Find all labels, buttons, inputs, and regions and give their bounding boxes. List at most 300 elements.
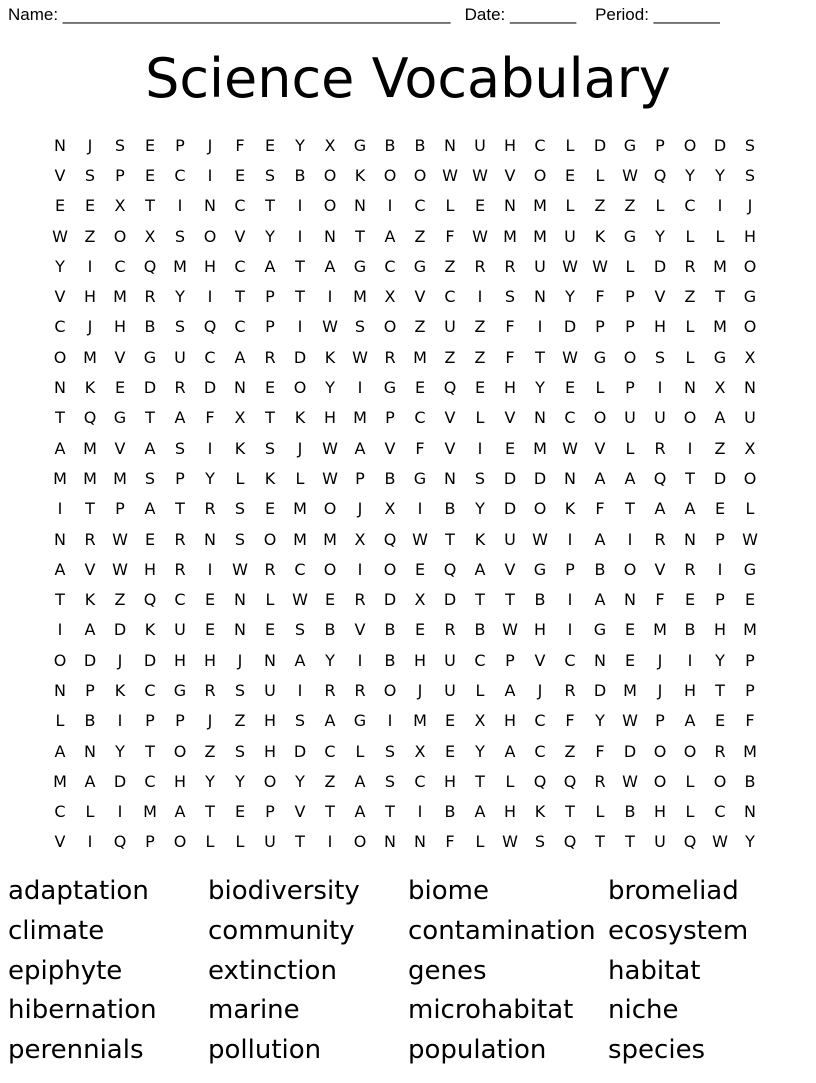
- grid-letter: G: [353, 256, 367, 276]
- grid-letter: M: [713, 317, 727, 337]
- grid-letter: F: [745, 711, 755, 731]
- word-bank-item: biodiversity: [208, 876, 360, 906]
- grid-row: [45, 797, 773, 827]
- grid-letter: H: [203, 650, 217, 670]
- grid-letter: T: [55, 590, 65, 610]
- grid-letter: A: [474, 559, 486, 579]
- grid-letter: Y: [325, 650, 335, 670]
- word-bank-item: hibernation: [8, 995, 157, 1026]
- grid-letter: Y: [115, 741, 125, 761]
- grid-letter: H: [533, 620, 547, 640]
- grid-letter: E: [264, 378, 276, 398]
- grid-letter: P: [715, 529, 725, 549]
- grid-letter: F: [565, 711, 575, 731]
- grid-letter: N: [204, 529, 216, 549]
- grid-letter: A: [384, 226, 396, 246]
- grid-letter: M: [53, 468, 67, 488]
- grid-letter: N: [534, 408, 546, 428]
- grid-letter: Y: [475, 741, 485, 761]
- grid-letter: D: [503, 499, 517, 519]
- grid-letter: D: [623, 741, 637, 761]
- grid-letter: C: [234, 196, 246, 216]
- grid-letter: V: [504, 408, 516, 428]
- grid-letter: G: [413, 256, 427, 276]
- grid-letter: J: [237, 650, 243, 670]
- grid-letter: P: [175, 711, 185, 731]
- grid-letter: I: [207, 165, 213, 185]
- grid-letter: Z: [474, 317, 486, 337]
- grid-letter: E: [144, 165, 156, 185]
- grid-letter: B: [474, 620, 486, 640]
- grid-letter: E: [84, 196, 96, 216]
- grid-letter: B: [384, 620, 396, 640]
- grid-letter: Y: [715, 165, 725, 185]
- grid-letter: P: [595, 317, 605, 337]
- grid-letter: C: [474, 650, 486, 670]
- grid-letter: C: [324, 741, 336, 761]
- grid-letter: U: [174, 620, 186, 640]
- grid-letter: S: [384, 771, 396, 791]
- grid-letter: S: [744, 135, 756, 155]
- grid-letter: T: [295, 256, 305, 276]
- grid-letter: E: [444, 741, 456, 761]
- grid-letter: K: [564, 499, 576, 519]
- word-bank-item: marine: [208, 995, 300, 1026]
- grid-letter: Z: [234, 711, 246, 731]
- grid-letter: N: [384, 832, 396, 852]
- grid-letter: N: [744, 802, 756, 822]
- grid-letter: F: [595, 499, 605, 519]
- grid-letter: T: [145, 741, 155, 761]
- grid-letter: R: [174, 378, 186, 398]
- grid-letter: W: [472, 226, 488, 246]
- grid-letter: A: [714, 408, 726, 428]
- grid-letter: D: [563, 317, 577, 337]
- grid-letter: H: [323, 408, 337, 428]
- grid-letter: X: [714, 378, 726, 398]
- grid-letter: N: [744, 378, 756, 398]
- grid-letter: K: [324, 347, 336, 367]
- grid-letter: U: [264, 832, 276, 852]
- grid-letter: S: [294, 620, 306, 640]
- grid-letter: E: [144, 529, 156, 549]
- grid-letter: E: [414, 378, 426, 398]
- grid-letter: D: [383, 590, 397, 610]
- grid-letter: M: [83, 468, 97, 488]
- grid-letter: D: [113, 771, 127, 791]
- grid-letter: W: [712, 832, 728, 852]
- grid-letter: A: [324, 256, 336, 276]
- grid-letter: X: [744, 438, 756, 458]
- grid-letter: Y: [235, 771, 245, 791]
- grid-letter: B: [684, 620, 696, 640]
- grid-letter: M: [533, 438, 547, 458]
- grid-letter: T: [85, 499, 95, 519]
- grid-letter: C: [534, 741, 546, 761]
- grid-letter: I: [567, 620, 573, 640]
- grid-letter: Q: [383, 529, 397, 549]
- grid-letter: U: [444, 317, 456, 337]
- page-title: Science Vocabulary: [145, 47, 671, 110]
- grid-letter: V: [384, 438, 396, 458]
- grid-letter: L: [295, 468, 305, 488]
- grid-letter: F: [415, 438, 425, 458]
- grid-letter: G: [713, 347, 727, 367]
- grid-letter: T: [355, 226, 365, 246]
- grid-letter: R: [444, 620, 456, 640]
- grid-letter: O: [53, 650, 67, 670]
- grid-letter: D: [143, 378, 157, 398]
- grid-letter: C: [144, 771, 156, 791]
- grid-letter: B: [84, 711, 96, 731]
- grid-letter: U: [654, 408, 666, 428]
- grid-letter: P: [565, 559, 575, 579]
- grid-letter: S: [354, 317, 366, 337]
- grid-row: [45, 433, 773, 463]
- grid-row: [45, 554, 773, 584]
- grid-letter: R: [354, 680, 366, 700]
- grid-letter: E: [144, 135, 156, 155]
- grid-letter: O: [383, 680, 397, 700]
- grid-letter: I: [207, 559, 213, 579]
- grid-letter: J: [117, 650, 123, 670]
- grid-letter: H: [203, 256, 217, 276]
- grid-letter: C: [294, 559, 306, 579]
- grid-letter: I: [387, 711, 393, 731]
- grid-letter: E: [264, 499, 276, 519]
- grid-letter: T: [385, 802, 395, 822]
- grid-letter: I: [567, 590, 573, 610]
- grid-letter: M: [143, 802, 157, 822]
- grid-letter: P: [385, 408, 395, 428]
- grid-letter: T: [595, 832, 605, 852]
- grid-letter: N: [444, 135, 456, 155]
- grid-letter: L: [625, 438, 635, 458]
- grid-letter: O: [683, 741, 697, 761]
- grid-letter: N: [444, 468, 456, 488]
- grid-letter: U: [264, 680, 276, 700]
- grid-letter: Z: [324, 771, 336, 791]
- grid-letter: J: [537, 680, 543, 700]
- grid-letter: W: [742, 529, 758, 549]
- grid-letter: Z: [444, 256, 456, 276]
- word-bank-item: extinction: [208, 955, 337, 986]
- grid-letter: R: [354, 590, 366, 610]
- grid-letter: I: [297, 680, 303, 700]
- grid-letter: O: [173, 741, 187, 761]
- grid-letter: O: [743, 468, 757, 488]
- grid-letter: O: [173, 832, 187, 852]
- grid-letter: W: [562, 256, 578, 276]
- grid-letter: M: [293, 499, 307, 519]
- grid-letter: N: [534, 287, 546, 307]
- grid-letter: P: [265, 802, 275, 822]
- grid-letter: I: [687, 650, 693, 670]
- grid-letter: P: [745, 680, 755, 700]
- grid-letter: I: [417, 499, 423, 519]
- word-bank-item: niche: [608, 995, 679, 1026]
- grid-letter: I: [177, 196, 183, 216]
- grid-letter: Q: [563, 832, 577, 852]
- grid-letter: U: [504, 529, 516, 549]
- grid-letter: T: [175, 499, 185, 519]
- grid-letter: S: [144, 468, 156, 488]
- grid-letter: Q: [443, 559, 457, 579]
- grid-letter: L: [565, 196, 575, 216]
- grid-letter: Z: [204, 741, 216, 761]
- grid-letter: Q: [533, 771, 547, 791]
- grid-letter: C: [234, 256, 246, 276]
- grid-letter: G: [593, 347, 607, 367]
- grid-row: [45, 403, 773, 433]
- grid-letter: Y: [475, 499, 485, 519]
- grid-letter: U: [624, 408, 636, 428]
- grid-letter: U: [474, 135, 486, 155]
- grid-letter: E: [264, 620, 276, 640]
- grid-letter: Z: [474, 347, 486, 367]
- grid-letter: S: [294, 711, 306, 731]
- grid-letter: Q: [653, 468, 667, 488]
- grid-row: [45, 766, 773, 796]
- grid-letter: Z: [564, 741, 576, 761]
- grid-letter: W: [52, 226, 68, 246]
- grid-letter: G: [743, 559, 757, 579]
- grid-letter: P: [175, 468, 185, 488]
- grid-letter: X: [354, 529, 366, 549]
- grid-letter: A: [654, 499, 666, 519]
- grid-letter: F: [235, 135, 245, 155]
- grid-row: [45, 281, 773, 311]
- grid-letter: R: [684, 559, 696, 579]
- grid-letter: N: [324, 226, 336, 246]
- grid-letter: X: [114, 196, 126, 216]
- grid-letter: E: [324, 590, 336, 610]
- grid-letter: C: [144, 680, 156, 700]
- grid-letter: K: [84, 378, 96, 398]
- grid-letter: E: [54, 196, 66, 216]
- grid-letter: E: [204, 590, 216, 610]
- grid-letter: M: [743, 741, 757, 761]
- grid-letter: H: [743, 226, 757, 246]
- grid-letter: A: [84, 620, 96, 640]
- grid-letter: D: [113, 620, 127, 640]
- grid-letter: Q: [683, 832, 697, 852]
- word-bank-item: contamination: [408, 915, 596, 946]
- grid-letter: E: [744, 590, 756, 610]
- grid-letter: J: [357, 499, 363, 519]
- grid-letter: E: [714, 499, 726, 519]
- grid-letter: P: [655, 135, 665, 155]
- grid-letter: S: [174, 317, 186, 337]
- grid-letter: X: [144, 226, 156, 246]
- grid-letter: R: [264, 347, 276, 367]
- grid-letter: M: [413, 347, 427, 367]
- grid-letter: F: [505, 347, 515, 367]
- grid-letter: A: [594, 529, 606, 549]
- grid-letter: E: [624, 650, 636, 670]
- grid-letter: Y: [175, 287, 185, 307]
- grid-letter: T: [625, 832, 635, 852]
- grid-letter: B: [444, 802, 456, 822]
- grid-letter: S: [264, 165, 276, 185]
- grid-letter: X: [234, 408, 246, 428]
- grid-letter: O: [383, 317, 397, 337]
- grid-letter: O: [263, 771, 277, 791]
- grid-letter: V: [234, 226, 246, 246]
- grid-letter: A: [354, 802, 366, 822]
- grid-letter: U: [444, 650, 456, 670]
- word-bank-item: climate: [8, 915, 105, 946]
- word-bank-item: bromeliad: [608, 876, 739, 906]
- grid-letter: I: [87, 256, 93, 276]
- grid-letter: D: [593, 680, 607, 700]
- grid-letter: A: [354, 771, 366, 791]
- grid-letter: M: [413, 711, 427, 731]
- grid-letter: O: [323, 559, 337, 579]
- grid-letter: W: [352, 347, 368, 367]
- grid-letter: R: [264, 559, 276, 579]
- grid-letter: D: [143, 650, 157, 670]
- grid-letter: L: [685, 226, 695, 246]
- grid-letter: Q: [113, 832, 127, 852]
- grid-letter: I: [207, 287, 213, 307]
- grid-letter: V: [354, 620, 366, 640]
- grid-letter: C: [384, 256, 396, 276]
- grid-letter: I: [57, 620, 63, 640]
- grid-letter: O: [593, 408, 607, 428]
- grid-letter: C: [204, 347, 216, 367]
- grid-letter: H: [653, 317, 667, 337]
- word-bank-item: perennials: [8, 1035, 144, 1066]
- grid-letter: G: [413, 468, 427, 488]
- word-bank-item: ecosystem: [608, 915, 749, 946]
- grid-letter: I: [657, 378, 663, 398]
- grid-letter: T: [475, 590, 485, 610]
- grid-letter: A: [474, 802, 486, 822]
- grid-letter: Z: [414, 226, 426, 246]
- grid-row: [45, 615, 773, 645]
- grid-letter: P: [265, 287, 275, 307]
- grid-letter: T: [505, 590, 515, 610]
- grid-letter: L: [685, 802, 695, 822]
- grid-letter: K: [294, 408, 306, 428]
- grid-letter: O: [323, 196, 337, 216]
- grid-letter: H: [503, 802, 517, 822]
- grid-letter: Z: [624, 196, 636, 216]
- grid-letter: W: [622, 711, 638, 731]
- word-bank-item: species: [608, 1035, 706, 1066]
- grid-letter: N: [684, 529, 696, 549]
- grid-row: [45, 584, 773, 614]
- grid-letter: V: [654, 559, 666, 579]
- grid-letter: G: [353, 135, 367, 155]
- grid-letter: L: [685, 771, 695, 791]
- grid-letter: W: [532, 529, 548, 549]
- grid-letter: K: [474, 529, 486, 549]
- grid-letter: O: [683, 135, 697, 155]
- grid-letter: G: [743, 287, 757, 307]
- grid-letter: H: [503, 711, 517, 731]
- grid-letter: O: [293, 378, 307, 398]
- period-field-label: Period: _______: [595, 5, 720, 24]
- grid-letter: I: [297, 317, 303, 337]
- grid-letter: D: [713, 135, 727, 155]
- grid-row: [45, 160, 773, 190]
- grid-letter: G: [593, 620, 607, 640]
- grid-letter: M: [743, 620, 757, 640]
- word-bank-item: epiphyte: [8, 955, 123, 986]
- grid-letter: G: [173, 680, 187, 700]
- name-field-label: Name: _________________________________________: [8, 5, 451, 24]
- word-search-grid: [45, 130, 773, 857]
- grid-letter: C: [534, 135, 546, 155]
- grid-letter: I: [717, 196, 723, 216]
- grid-row: [45, 130, 773, 160]
- grid-letter: H: [263, 711, 277, 731]
- grid-letter: V: [84, 559, 96, 579]
- grid-letter: I: [687, 438, 693, 458]
- grid-letter: R: [654, 438, 666, 458]
- grid-letter: E: [684, 590, 696, 610]
- grid-letter: G: [143, 347, 157, 367]
- grid-letter: O: [623, 559, 637, 579]
- grid-letter: L: [625, 256, 635, 276]
- grid-letter: C: [174, 590, 186, 610]
- grid-letter: O: [743, 317, 757, 337]
- grid-letter: Z: [444, 347, 456, 367]
- grid-letter: I: [477, 438, 483, 458]
- grid-letter: E: [114, 378, 126, 398]
- grid-letter: A: [234, 347, 246, 367]
- word-bank-item: adaptation: [8, 876, 149, 906]
- grid-letter: A: [684, 499, 696, 519]
- grid-letter: N: [234, 590, 246, 610]
- grid-letter: O: [743, 256, 757, 276]
- grid-letter: P: [745, 650, 755, 670]
- grid-letter: W: [112, 559, 128, 579]
- grid-letter: N: [54, 680, 66, 700]
- grid-letter: U: [654, 832, 666, 852]
- grid-letter: V: [54, 287, 66, 307]
- grid-letter: T: [295, 832, 305, 852]
- grid-letter: W: [322, 468, 338, 488]
- grid-letter: P: [265, 317, 275, 337]
- grid-letter: F: [445, 832, 455, 852]
- grid-letter: Q: [653, 165, 667, 185]
- grid-letter: J: [87, 135, 93, 155]
- grid-letter: D: [443, 590, 457, 610]
- grid-letter: R: [324, 680, 336, 700]
- grid-letter: D: [293, 347, 307, 367]
- grid-letter: J: [87, 317, 93, 337]
- grid-letter: N: [414, 832, 426, 852]
- grid-letter: A: [504, 741, 516, 761]
- grid-letter: E: [234, 165, 246, 185]
- grid-letter: T: [445, 529, 455, 549]
- grid-letter: D: [593, 135, 607, 155]
- grid-letter: M: [53, 771, 67, 791]
- grid-letter: D: [293, 741, 307, 761]
- grid-letter: H: [503, 378, 517, 398]
- grid-letter: O: [323, 165, 337, 185]
- grid-letter: Y: [535, 378, 545, 398]
- grid-letter: D: [713, 468, 727, 488]
- grid-letter: I: [477, 287, 483, 307]
- grid-letter: H: [413, 650, 427, 670]
- grid-letter: O: [383, 165, 397, 185]
- grid-letter: B: [444, 499, 456, 519]
- grid-letter: L: [85, 802, 95, 822]
